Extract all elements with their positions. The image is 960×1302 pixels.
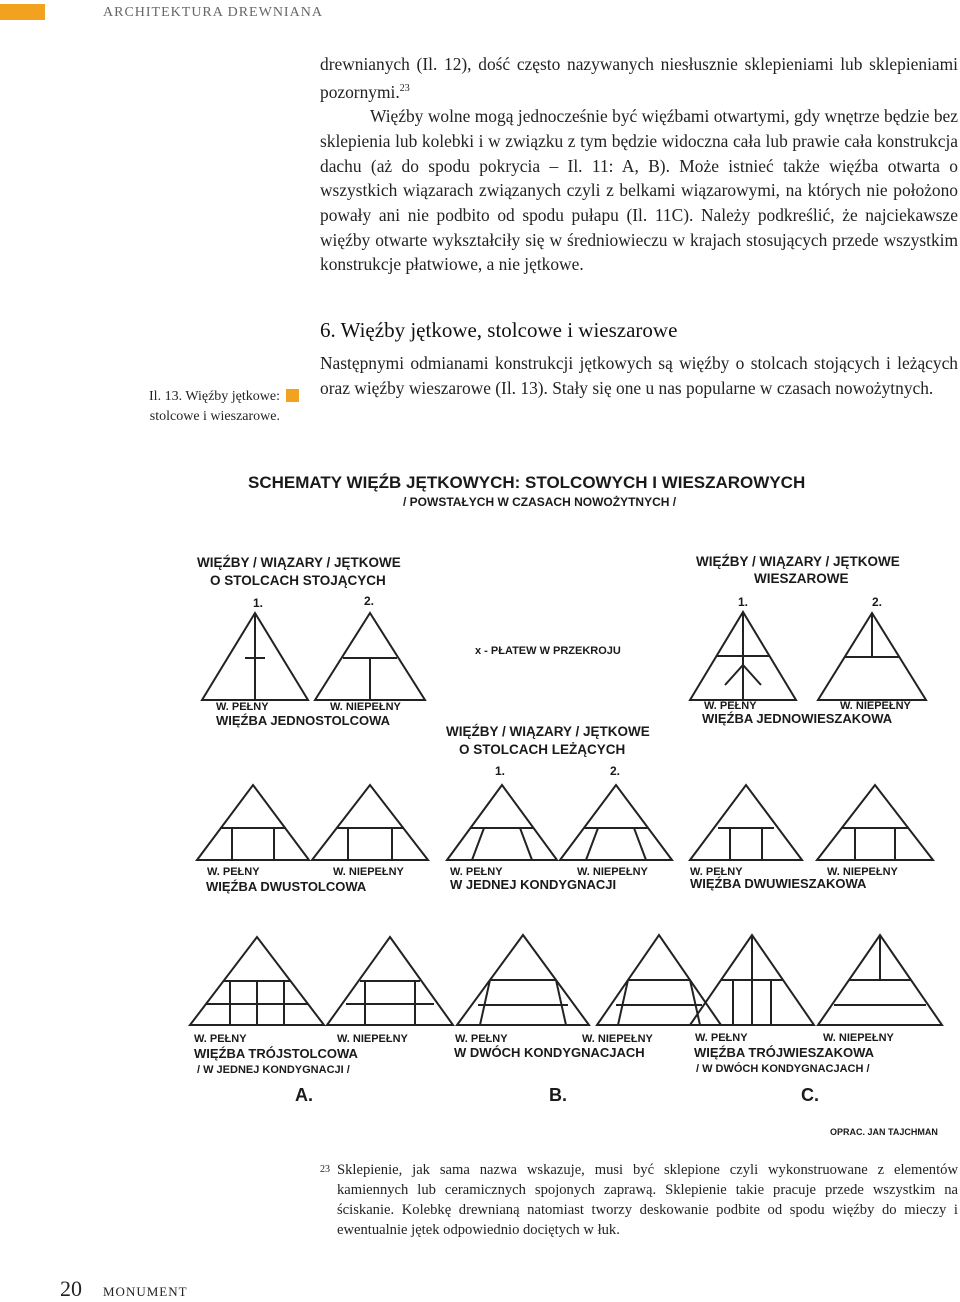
- magazine-name: MONUMENT: [103, 1284, 188, 1299]
- a1-full-label: W. PEŁNY: [216, 701, 269, 713]
- col-a-num-1: 1.: [253, 596, 264, 610]
- b2-full-label: W. PEŁNY: [450, 866, 503, 878]
- truss-a2-partial: [312, 785, 428, 860]
- truss-b3-full: [457, 935, 589, 1025]
- a3-type-label: WIĘŹBA TRÓJSTOLCOWA: [194, 1046, 358, 1061]
- roof-truss-diagram: [150, 455, 960, 1145]
- col-a-heading-1: WIĘŹBY / WIĄZARY / JĘTKOWE: [197, 555, 401, 570]
- c2-full-label: W. PEŁNY: [690, 866, 743, 878]
- section-heading: 6. Więźby jętkowe, stolcowe i wieszarowe: [320, 318, 678, 342]
- diagram-subtitle: / POWSTAŁYCH W CZASACH NOWOŻYTNYCH /: [403, 495, 677, 509]
- truss-a3-partial: [327, 937, 453, 1025]
- a2-type-label: WIĘŹBA DWUSTOLCOWA: [206, 879, 367, 894]
- header-accent-bar: [0, 4, 45, 20]
- col-b-num-2: 2.: [610, 764, 621, 778]
- diagram-credit: OPRAC. JAN TAJCHMAN: [830, 1127, 938, 1137]
- c3-full-label: W. PEŁNY: [695, 1032, 748, 1044]
- paragraph-1-text: drewnianych (Il. 12), dość często nazywanych niesłusznie sklepieniami lub sklepieniami pozornymi.: [320, 54, 958, 102]
- col-b-heading-1: WIĘŹBY / WIĄZARY / JĘTKOWE: [446, 724, 650, 739]
- page-number: 20: [60, 1276, 82, 1301]
- c1-type-label: WIĘŹBA JEDNOWIESZAKOWA: [702, 711, 893, 726]
- c2-type-label: WIĘŹBA DWUWIESZAKOWA: [690, 876, 867, 891]
- truss-b3-partial: [597, 935, 721, 1025]
- truss-c2-full: [690, 785, 802, 860]
- col-b-heading-2: O STOLCACH LEŻĄCYCH: [459, 742, 626, 757]
- paragraph-1: [320, 52, 958, 104]
- caption-marker-square: [286, 389, 299, 402]
- truss-a3-full: [190, 937, 324, 1025]
- c1-partial-label: W. NIEPEŁNY: [840, 700, 911, 712]
- footnote-ref[interactable]: 23: [399, 82, 410, 94]
- truss-c3-full: [690, 935, 814, 1025]
- figure-caption: [110, 387, 280, 427]
- legend-purlin: x - PŁATEW W PRZEKROJU: [475, 645, 621, 657]
- col-a-num-2: 2.: [364, 594, 375, 608]
- c1-full-label: W. PEŁNY: [704, 700, 757, 712]
- footnote-number: 23: [320, 1164, 330, 1175]
- col-a-letter: A.: [295, 1085, 313, 1105]
- body-text: [320, 52, 958, 277]
- truss-c3-partial: [818, 935, 942, 1025]
- col-a-heading-2: O STOLCACH STOJĄCYCH: [210, 573, 386, 588]
- truss-b2-full: [447, 785, 557, 860]
- truss-b2-partial: [560, 785, 672, 860]
- truss-a1-partial: [315, 613, 425, 700]
- truss-c1-partial: [818, 613, 926, 700]
- diagram-title: SCHEMATY WIĘŹB JĘTKOWYCH: STOLCOWYCH I WIESZAROWYCH: [248, 473, 806, 492]
- footnote: [320, 1160, 958, 1240]
- a3-sub-label: / W JEDNEJ KONDYGNACJI /: [197, 1064, 350, 1076]
- caption-line-1: Il. 13. Więźby jętkowe:: [149, 389, 280, 404]
- col-b-letter: B.: [549, 1085, 567, 1105]
- col-c-num-2: 2.: [872, 595, 883, 609]
- b2-partial-label: W. NIEPEŁNY: [577, 866, 648, 878]
- truss-c2-partial: [817, 785, 933, 860]
- a2-partial-label: W. NIEPEŁNY: [333, 866, 404, 878]
- truss-a1-full: [202, 613, 308, 700]
- b3-full-label: W. PEŁNY: [455, 1033, 508, 1045]
- a2-full-label: W. PEŁNY: [207, 866, 260, 878]
- a1-type-label: WIĘŹBA JEDNOSTOLCOWA: [216, 713, 391, 728]
- a3-partial-label: W. NIEPEŁNY: [337, 1033, 408, 1045]
- a1-partial-label: W. NIEPEŁNY: [330, 701, 401, 713]
- b2-type-label: W JEDNEJ KONDYGNACJI: [450, 877, 617, 892]
- col-b-num-1: 1.: [495, 764, 506, 778]
- a3-full-label: W. PEŁNY: [194, 1033, 247, 1045]
- c2-partial-label: W. NIEPEŁNY: [827, 866, 898, 878]
- c3-type-label: WIĘŹBA TRÓJWIESZAKOWA: [694, 1045, 875, 1060]
- col-c-heading-2: WIESZAROWE: [754, 571, 849, 586]
- truss-drawings: [190, 612, 942, 1025]
- paragraph-2: Więźby wolne mogą jednocześnie być więźbami otwartymi, gdy wnętrze będzie bez sklepienia lub kolebki i w związku z tym będzie widoczna cała lub prawie cała konstrukcja dachu (aż do spodu pokrycia – Il. 11: A, B). Może istnieć także więźba otwarta o wszystkich wiązarach związanych czyli z belkami wiązarowymi, na których nie położono powały ani nie podbito od spodu pułapu (Il. 11C). Należy podkreślić, że najciekawsze więźby otwarte wykształciły się w średniowieczu w krajach stosujących przede wszystkim konstrukcje płatwiowe, a nie jętkowe.: [320, 106, 958, 275]
- col-c-num-1: 1.: [738, 595, 749, 609]
- b3-type-label: W DWÓCH KONDYGNACJACH: [454, 1045, 645, 1060]
- truss-c1-full: [690, 612, 796, 700]
- b3-partial-label: W. NIEPEŁNY: [582, 1033, 653, 1045]
- c3-sub-label: / W DWÓCH KONDYGNACJACH /: [696, 1063, 870, 1075]
- caption-line-2: stolcowe i wieszarowe.: [149, 409, 280, 424]
- col-c-letter: C.: [801, 1085, 819, 1105]
- section-paragraph: Następnymi odmianami konstrukcji jętkowych są więźby o stolcach stojących i leżących oraz więźby wieszarowe (Il. 13). Stały się one u nas popularne w czasach nowożytnych.: [320, 353, 958, 398]
- truss-a2-full: [197, 785, 309, 860]
- running-header: ARCHITEKTURA DREWNIANA: [103, 5, 323, 20]
- c3-partial-label: W. NIEPEŁNY: [823, 1032, 894, 1044]
- footnote-text: Sklepienie, jak sama nazwa wskazuje, musi być sklepione czyli wykonstruowane z elementów kamiennych lub ceramicznych spojonych zaprawą. Sklepienie takie pracuje przede wszystkim na ściskanie. Kolebkę drewnianą natomiast tworzy deskowanie podbite od spodu więźby do mieczy i ewentualnie jętek odpowiednio dociętych w łuk.: [337, 1162, 958, 1238]
- col-c-heading-1: WIĘŹBY / WIĄZARY / JĘTKOWE: [696, 554, 900, 569]
